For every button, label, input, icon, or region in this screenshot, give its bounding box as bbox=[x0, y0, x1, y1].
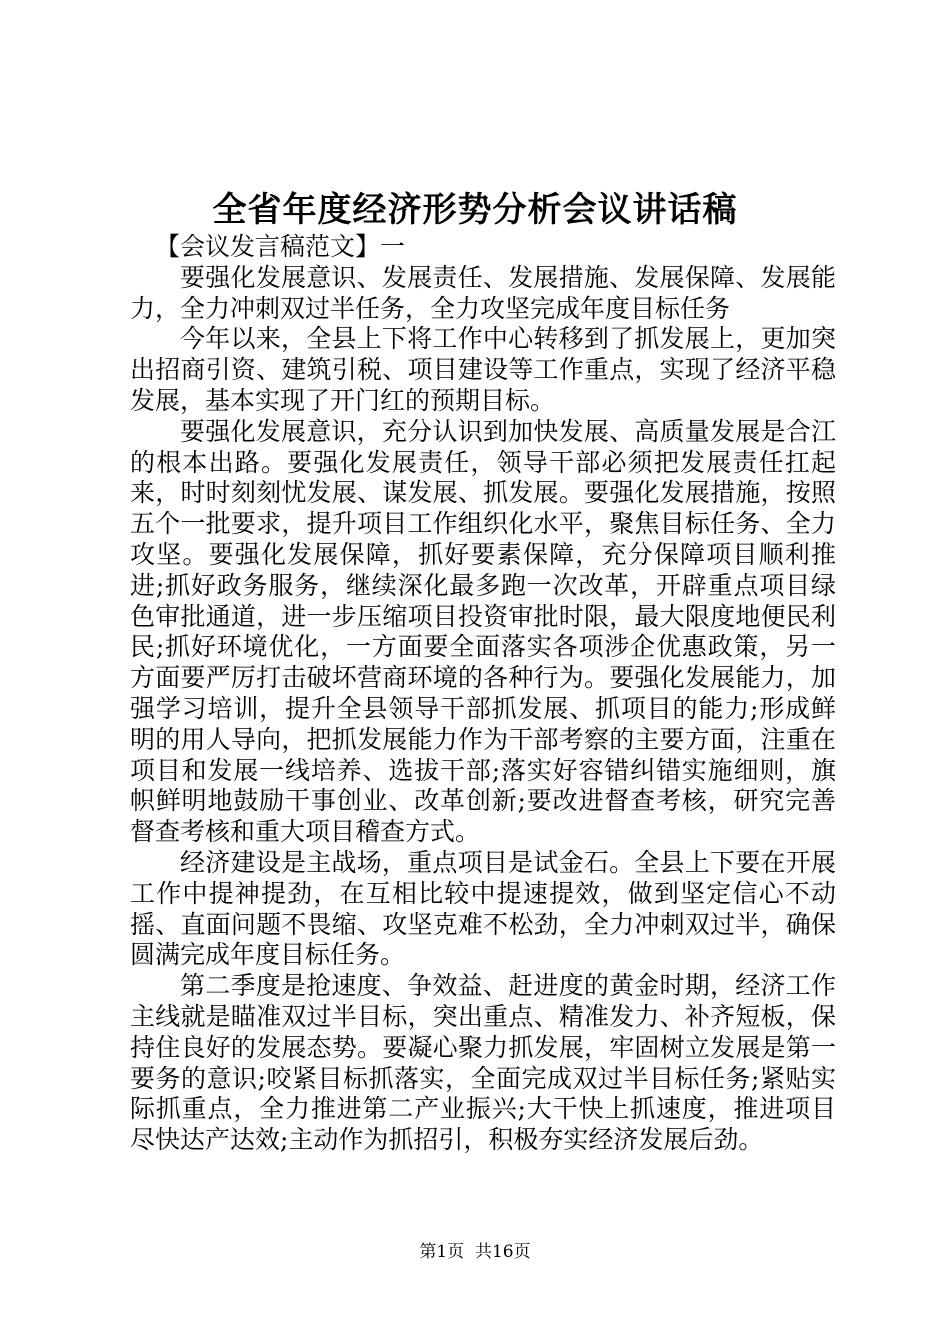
document-title: 全省年度经济形势分析会议讲话稿 bbox=[212, 190, 738, 230]
section-heading: 【会议发言稿范文】一 bbox=[155, 232, 406, 261]
page-footer bbox=[0, 1240, 950, 1264]
page-number: 第1页 共16页 bbox=[419, 1242, 531, 1262]
paragraph-2: 今年以来，全县上下将工作中心转移到了抓发展上，更加突出招商引资、建筑引税、项目建设等工作重点，实现了经济平稳发展，基本实现了开门红的预期目标。 bbox=[130, 324, 836, 415]
document-body bbox=[130, 232, 836, 1156]
paragraph-3: 要强化发展意识，充分认识到加快发展、高质量发展是合江的根本出路。要强化发展责任，领导干部必须把发展责任扛起来，时时刻刻忧发展、谋发展、抓发展。要强化发展措施，按照五个一批要求，提升项目工作组织化水平，聚焦目标任务、全力攻坚。要强化发展保障，抓好要素保障，充分保障项目顺利推进;抓好政务服务，继续深化最多跑一次改革，开辟重点项目绿色审批通道，进一步压缩项目投资审批时限，最大限度地便民利民;抓好环境优化，一方面要全面落实各项涉企优惠政策，另一方面要严厉打击破坏营商环境的各种行为。要强化发展能力，加强学习培训，提升全县领导干部抓发展、抓项目的能力;形成鲜明的用人导向，把抓发展能力作为干部考察的主要方面，注重在项目和发展一线培养、选拔干部;落实好容错纠错实施细则，旗帜鲜明地鼓励干事创业、改革创新;要改进督查考核，研究完善督查考核和重大项目稽查方式。 bbox=[130, 416, 836, 847]
paragraph-5: 第二季度是抢速度、争效益、赶进度的黄金时期，经济工作主线就是瞄准双过半目标，突出重点、精准发力、补齐短板，保持住良好的发展态势。要凝心聚力抓发展，牢固树立发展是第一要务的意识;咬紧目标抓落实，全面完成双过半目标任务;紧贴实际抓重点，全力推进第二产业振兴;大干快上抓速度，推进项目尽快达产达效;主动作为抓招引，积极夯实经济发展后劲。 bbox=[130, 971, 836, 1155]
paragraph-4: 经济建设是主战场，重点项目是试金石。全县上下要在开展工作中提神提劲，在互相比较中提速提效，做到坚定信心不动摇、直面问题不畏缩、攻坚克难不松劲，全力冲刺双过半，确保圆满完成年度目标任务。 bbox=[130, 847, 836, 970]
paragraph-1: 要强化发展意识、发展责任、发展措施、发展保障、发展能力，全力冲刺双过半任务，全力攻坚完成年度目标任务 bbox=[130, 262, 836, 323]
